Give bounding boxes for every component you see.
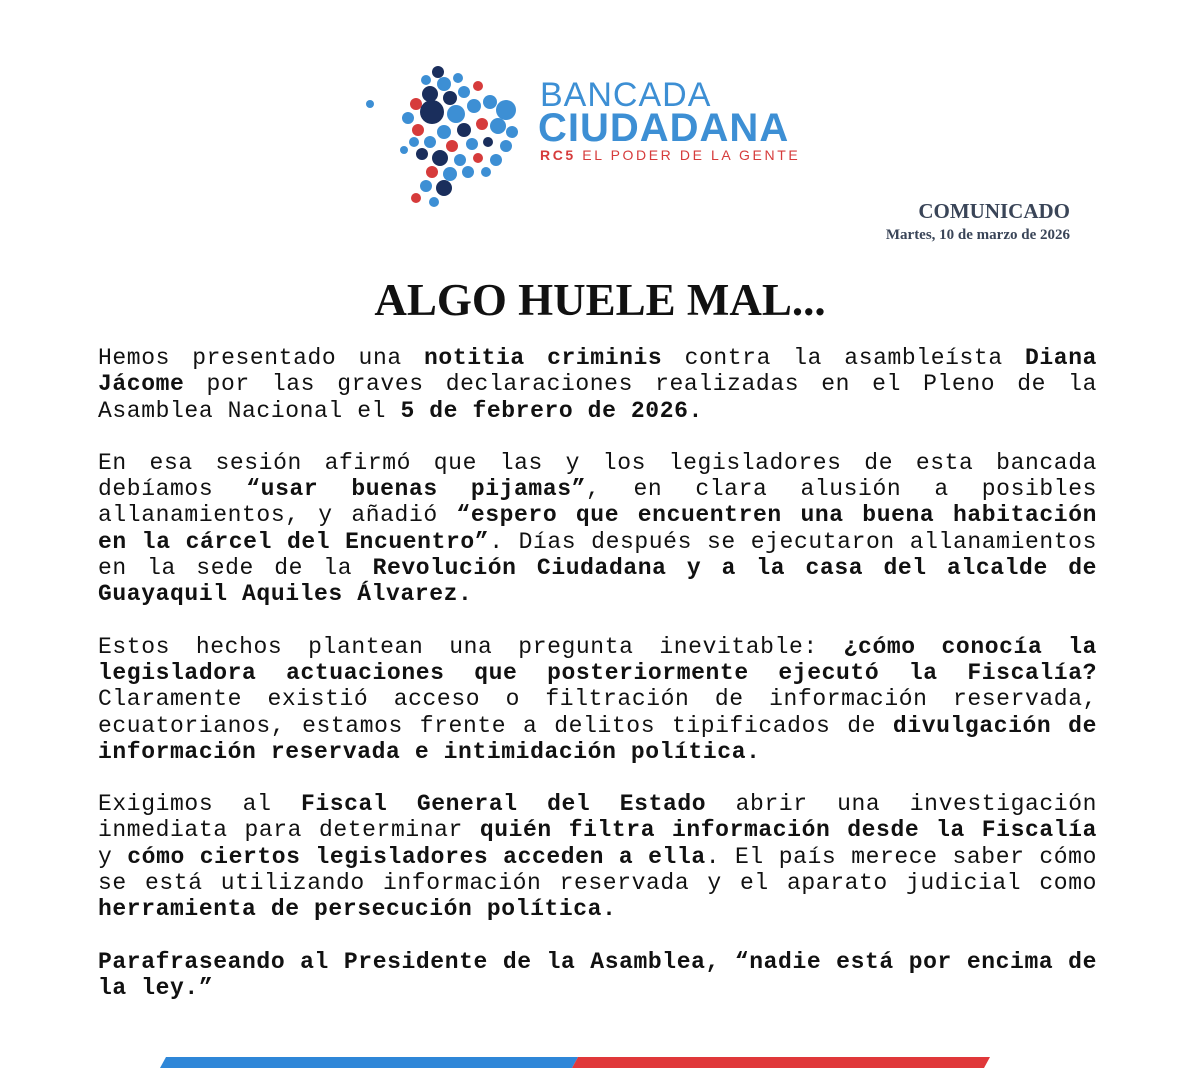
logo-dot <box>424 136 436 148</box>
logo-tagline-prefix: RC5 <box>540 147 576 163</box>
logo-dot <box>481 167 491 177</box>
logo-dot <box>490 118 506 134</box>
logo-dot <box>506 126 518 138</box>
logo-dot <box>409 137 419 147</box>
logo-dot <box>467 99 481 113</box>
logo-dot <box>432 66 444 78</box>
logo-dot <box>400 146 408 154</box>
text: Claramente existió acceso o filtración de información reservada, ecuatorianos, estamos frente a delitos tipificados de <box>98 686 1097 739</box>
logo-dot <box>447 105 465 123</box>
communique-header <box>886 198 1070 246</box>
text: . El país merece saber cómo se está utilizando información reservada y el aparato judicial como <box>98 843 1097 897</box>
footer-stripe-red <box>572 1057 990 1068</box>
footer-stripe-blue <box>160 1057 578 1068</box>
page-title: ALGO HUELE MAL... <box>374 275 826 325</box>
logo-dot <box>432 150 448 166</box>
logo-dot <box>454 154 466 166</box>
paragraph <box>98 791 1097 922</box>
logo-dot <box>366 100 374 108</box>
logo-text-bancada: BANCADA <box>540 76 712 114</box>
logo-dot <box>476 118 488 130</box>
bancada-ciudadana-logo <box>360 58 840 208</box>
logo-dot <box>446 140 458 152</box>
bold-text: divulgación de información reservada e intimidación política. <box>98 712 1097 765</box>
text: Estos hechos plantean una pregunta inevitable: <box>98 633 844 660</box>
communique-date: Martes, 10 de marzo de 2026 <box>885 227 1070 243</box>
logo-dot <box>466 138 478 150</box>
logo-dot <box>420 180 432 192</box>
bold-text: cómo ciertos legisladores acceden a ella <box>127 843 706 870</box>
text: . Días después se ejecutaron allanamientos en la sede de la <box>98 528 1097 582</box>
bold-text: Diana Jácome <box>98 345 1097 398</box>
communique-label: COMUNICADO <box>918 199 1070 223</box>
logo-dot <box>473 153 483 163</box>
bold-text: “espero que encuentren una buena habitación en la cárcel del Encuentro” <box>98 502 1097 555</box>
text: Exigimos al <box>98 791 301 818</box>
paragraph <box>98 634 1097 765</box>
communique-body <box>98 345 1097 1027</box>
footer-stripe <box>160 1057 990 1068</box>
paragraph <box>98 450 1097 608</box>
logo-dot <box>422 86 438 102</box>
logo-dot <box>416 148 428 160</box>
logo-tagline <box>540 146 800 164</box>
text: contra la asambleísta <box>662 345 1025 371</box>
text: , en clara alusión a posibles allanamientos, y añadió <box>98 476 1097 529</box>
logo-dot <box>412 124 424 136</box>
dot-map-logo-icon <box>360 58 530 208</box>
bold-text: ¿cómo conocía la legisladora actuaciones que posteriormente ejecutó la Fiscalía? <box>98 633 1098 686</box>
logo-dot <box>483 95 497 109</box>
logo-dot <box>496 100 516 120</box>
logo-dot <box>473 81 483 91</box>
paragraph <box>98 949 1097 1002</box>
logo-dot <box>426 166 438 178</box>
text: abrir una investigación inmediata para determinar <box>98 791 1098 844</box>
logo-dot <box>490 154 502 166</box>
logo-dot <box>402 112 414 124</box>
bold-text: Parafraseando al Presidente de la Asamblea, “nadie está por encima de la ley.” <box>98 948 1097 1001</box>
logo-dot <box>458 86 470 98</box>
bold-text: quién filtra información desde la Fiscalía <box>479 817 1097 844</box>
logo-text-ciudadana: CIUDADANA <box>538 106 790 150</box>
text: En esa sesión afirmó que las y los legisladores de esta bancada debíamos <box>98 449 1097 503</box>
logo-dot <box>443 91 457 105</box>
logo-dot <box>453 73 463 83</box>
logo-dot <box>436 180 452 196</box>
logo-dot <box>462 166 474 178</box>
logo-dot <box>429 197 439 207</box>
bold-text: Fiscal General del Estado <box>300 791 707 818</box>
logo-tagline-rest: EL PODER DE LA GENTE <box>575 147 801 163</box>
text: y <box>98 843 128 870</box>
bold-text: herramienta de persecución política. <box>98 896 617 923</box>
bold-text: notitia criminis <box>424 345 663 371</box>
text: Hemos presentado una <box>98 345 425 371</box>
logo-dot <box>410 98 422 110</box>
logo-dot <box>443 167 457 181</box>
logo-dot <box>483 137 493 147</box>
logo-dot <box>420 100 444 124</box>
logo-dot <box>437 77 451 91</box>
logo-dot <box>437 125 451 139</box>
text: por las graves declaraciones realizadas en el Pleno de la Asamblea Nacional el <box>98 371 1097 424</box>
paragraph <box>98 345 1097 424</box>
logo-dot <box>411 193 421 203</box>
bold-text: “usar buenas pijamas” <box>246 476 587 503</box>
logo-dot <box>457 123 471 137</box>
bold-text: Revolución Ciudadana y a la casa del alcalde de Guayaquil Aquiles Álvarez. <box>98 555 1098 608</box>
bold-text: 5 de febrero de 2026. <box>400 397 703 424</box>
logo-dot <box>421 75 431 85</box>
logo-dot <box>500 140 512 152</box>
